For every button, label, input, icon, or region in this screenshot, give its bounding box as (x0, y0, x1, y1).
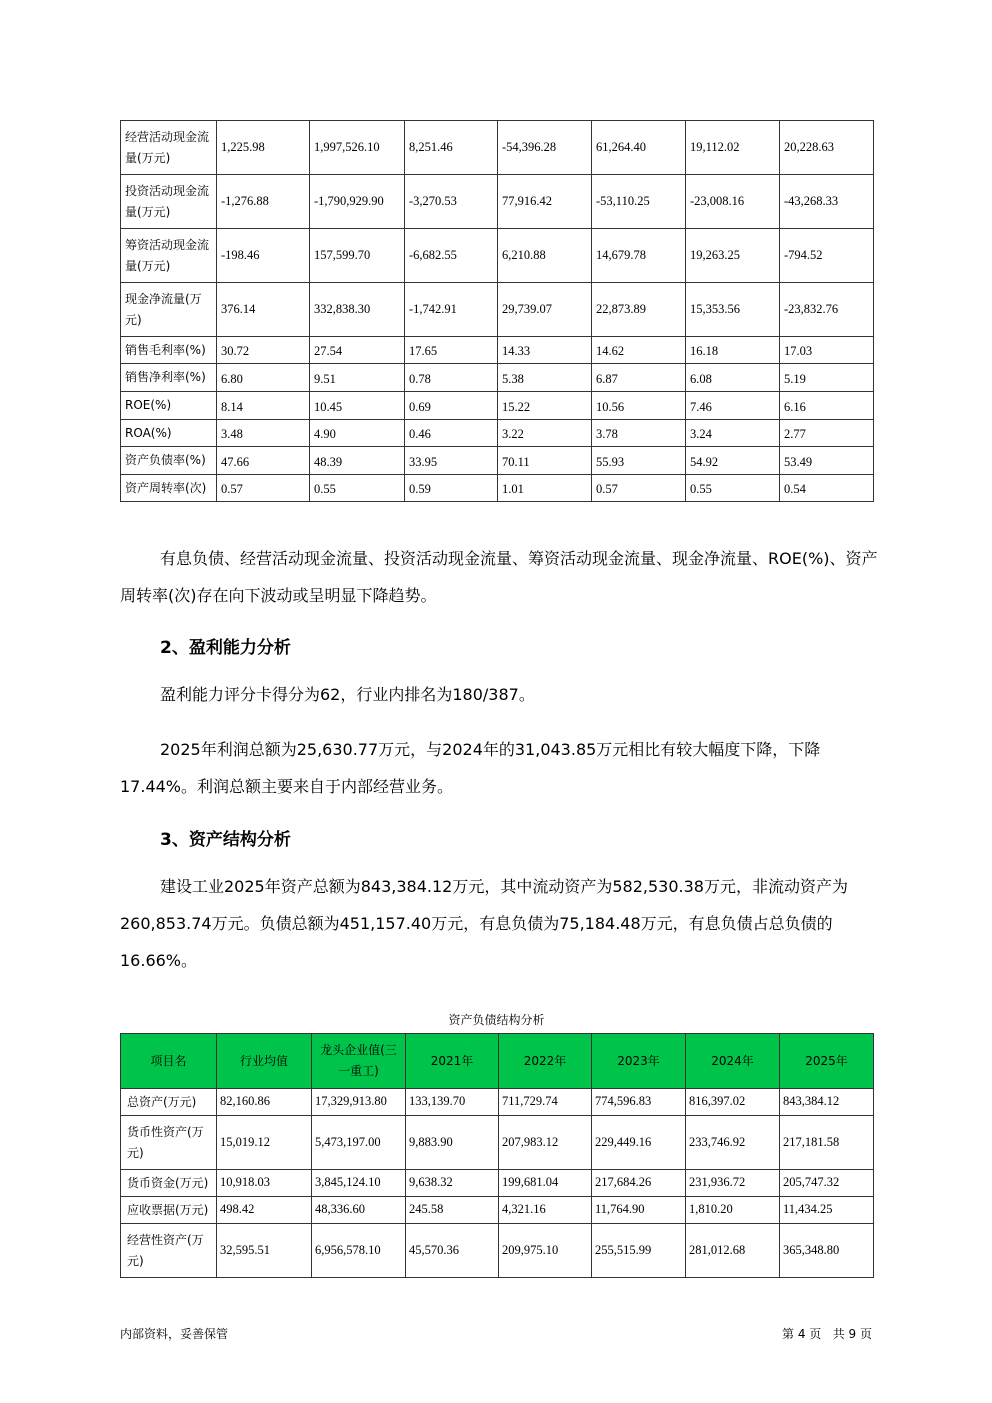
row-label: 货币性资产(万元) (121, 1116, 217, 1170)
table-cell: -198.46 (217, 229, 310, 283)
column-header: 项目名 (121, 1034, 217, 1089)
table-row (121, 1089, 874, 1116)
table-cell: 61,264.40 (592, 121, 686, 175)
table-cell: 133,139.70 (406, 1089, 499, 1116)
table-cell: 9.51 (310, 364, 405, 392)
table-row (121, 447, 874, 475)
table-cell: 0.55 (686, 475, 780, 502)
footer-page-number: 第 4 页 共 9 页 (782, 1327, 872, 1341)
table-cell: 1.01 (498, 475, 592, 502)
table-cell: -794.52 (780, 229, 874, 283)
section-3-heading: 3、资产结构分析 (160, 830, 291, 850)
table-cell: 20,228.63 (780, 121, 874, 175)
table-cell: 11,764.90 (592, 1197, 686, 1224)
table-cell: 6,956,578.10 (312, 1224, 406, 1278)
table-cell: 22,873.89 (592, 283, 686, 337)
table-header-row (121, 1034, 874, 1089)
table-cell: 376.14 (217, 283, 310, 337)
table-cell: 6.80 (217, 364, 310, 392)
row-label: 现金净流量(万元) (121, 283, 217, 337)
table-cell: 1,225.98 (217, 121, 310, 175)
row-label: ROE(%) (121, 392, 217, 420)
row-label: 投资活动现金流量(万元) (121, 175, 217, 229)
table-cell: 14.62 (592, 337, 686, 364)
table-cell: 9,883.90 (406, 1116, 499, 1170)
table-cell: 0.57 (217, 475, 310, 502)
column-header: 2021年 (406, 1034, 499, 1089)
table-cell: 70.11 (498, 447, 592, 475)
footer-confidential: 内部资料，妥善保管 (120, 1327, 229, 1341)
table-cell: 3.22 (498, 420, 592, 447)
table-cell: 15,353.56 (686, 283, 780, 337)
table-cell: 281,012.68 (686, 1224, 780, 1278)
asset-structure-paragraph: 建设工业2025年资产总额为843,384.12万元，其中流动资产为582,530.38万元，非流动资产为260,853.74万元。负债总额为451,157.40万元，有息负债为75,184.48万元，有息负债占总负债的16.66%。 (120, 877, 848, 970)
table-row (121, 121, 874, 175)
table-cell: -6,682.55 (405, 229, 498, 283)
row-label: 经营活动现金流量(万元) (121, 121, 217, 175)
table-cell: 0.55 (310, 475, 405, 502)
row-label: 货币资金(万元) (121, 1170, 217, 1197)
table-cell: 6,210.88 (498, 229, 592, 283)
table-cell: -54,396.28 (498, 121, 592, 175)
row-label: 资产负债率(%) (121, 447, 217, 475)
table-cell: 2.77 (780, 420, 874, 447)
asset-liability-structure-table (120, 1033, 874, 1278)
row-label: 销售毛利率(%) (121, 337, 217, 364)
table-cell: 245.58 (406, 1197, 499, 1224)
table-cell: -43,268.33 (780, 175, 874, 229)
table-cell: -23,832.76 (780, 283, 874, 337)
table-cell: 10.45 (310, 392, 405, 420)
table-cell: 32,595.51 (217, 1224, 312, 1278)
table-cell: 157,599.70 (310, 229, 405, 283)
profit-total-paragraph: 2025年利润总额为25,630.77万元，与2024年的31,043.85万元相比有较大幅度下降，下降17.44%。利润总额主要来自于内部经营业务。 (120, 740, 821, 796)
column-header: 2024年 (686, 1034, 780, 1089)
table-row (121, 1116, 874, 1170)
table-cell: 5,473,197.00 (312, 1116, 406, 1170)
table-cell: 3.24 (686, 420, 780, 447)
table-cell: 0.69 (405, 392, 498, 420)
profitability-score-paragraph: 盈利能力评分卡得分为62，行业内排名为180/387。 (160, 685, 535, 704)
table-cell: 207,983.12 (499, 1116, 592, 1170)
table-cell: 711,729.74 (499, 1089, 592, 1116)
table-cell: 10,918.03 (217, 1170, 312, 1197)
table-cell: 0.57 (592, 475, 686, 502)
table-cell: 3.78 (592, 420, 686, 447)
table-cell: 6.16 (780, 392, 874, 420)
table-cell: 843,384.12 (780, 1089, 874, 1116)
table-cell: 14.33 (498, 337, 592, 364)
table-cell: 53.49 (780, 447, 874, 475)
table-cell: 217,684.26 (592, 1170, 686, 1197)
column-header: 行业均值 (217, 1034, 312, 1089)
table-cell: 5.38 (498, 364, 592, 392)
table-cell: -1,276.88 (217, 175, 310, 229)
table-row (121, 175, 874, 229)
table-cell: 6.08 (686, 364, 780, 392)
table-cell: 19,112.02 (686, 121, 780, 175)
section-2-heading: 2、盈利能力分析 (160, 638, 291, 658)
table-cell: 15,019.12 (217, 1116, 312, 1170)
table-cell: -3,270.53 (405, 175, 498, 229)
table-cell: 332,838.30 (310, 283, 405, 337)
table-cell: 231,936.72 (686, 1170, 780, 1197)
table-cell: 55.93 (592, 447, 686, 475)
table-cell: 17.65 (405, 337, 498, 364)
table-row (121, 475, 874, 502)
row-label: ROA(%) (121, 420, 217, 447)
table-cell: 45,570.36 (406, 1224, 499, 1278)
table-row (121, 1170, 874, 1197)
table-cell: 47.66 (217, 447, 310, 475)
table-row (121, 1224, 874, 1278)
table-row (121, 364, 874, 392)
row-label: 资产周转率(次) (121, 475, 217, 502)
table-cell: -53,110.25 (592, 175, 686, 229)
table-cell: 10.56 (592, 392, 686, 420)
table-cell: 8.14 (217, 392, 310, 420)
row-label: 总资产(万元) (121, 1089, 217, 1116)
table-cell: 48,336.60 (312, 1197, 406, 1224)
table-cell: 5.19 (780, 364, 874, 392)
row-label: 筹资活动现金流量(万元) (121, 229, 217, 283)
table-cell: 30.72 (217, 337, 310, 364)
trend-paragraph: 有息负债、经营活动现金流量、投资活动现金流量、筹资活动现金流量、现金净流量、ROE(%)、资产周转率(次)存在向下波动或呈明显下降趋势。 (120, 549, 878, 605)
table-cell: 233,746.92 (686, 1116, 780, 1170)
table-cell: 0.46 (405, 420, 498, 447)
table-cell: 16.18 (686, 337, 780, 364)
table-cell: 217,181.58 (780, 1116, 874, 1170)
table-cell: 82,160.86 (217, 1089, 312, 1116)
table-cell: 17,329,913.80 (312, 1089, 406, 1116)
table-cell: 4.90 (310, 420, 405, 447)
table-cell: 1,997,526.10 (310, 121, 405, 175)
row-label: 应收票据(万元) (121, 1197, 217, 1224)
table-cell: 199,681.04 (499, 1170, 592, 1197)
table-cell: 816,397.02 (686, 1089, 780, 1116)
table-row (121, 229, 874, 283)
table-cell: 15.22 (498, 392, 592, 420)
row-label: 经营性资产(万元) (121, 1224, 217, 1278)
table-cell: 365,348.80 (780, 1224, 874, 1278)
table-cell: 255,515.99 (592, 1224, 686, 1278)
table-cell: 209,975.10 (499, 1224, 592, 1278)
table-cell: 19,263.25 (686, 229, 780, 283)
table-cell: -23,008.16 (686, 175, 780, 229)
table-cell: 27.54 (310, 337, 405, 364)
financial-indicators-table (120, 120, 874, 502)
table-cell: 4,321.16 (499, 1197, 592, 1224)
table-cell: -1,790,929.90 (310, 175, 405, 229)
table-cell: 0.59 (405, 475, 498, 502)
table-cell: 3,845,124.10 (312, 1170, 406, 1197)
table-cell: 17.03 (780, 337, 874, 364)
table-cell: 29,739.07 (498, 283, 592, 337)
table-row (121, 337, 874, 364)
table-cell: 3.48 (217, 420, 310, 447)
table-row (121, 420, 874, 447)
table-cell: 8,251.46 (405, 121, 498, 175)
table-cell: 9,638.32 (406, 1170, 499, 1197)
table-cell: 205,747.32 (780, 1170, 874, 1197)
table-cell: 33.95 (405, 447, 498, 475)
table-cell: 11,434.25 (780, 1197, 874, 1224)
table-cell: 14,679.78 (592, 229, 686, 283)
column-header: 2023年 (592, 1034, 686, 1089)
table-cell: 498.42 (217, 1197, 312, 1224)
table-cell: 7.46 (686, 392, 780, 420)
table-row (121, 1197, 874, 1224)
table-cell: 0.78 (405, 364, 498, 392)
column-header: 2025年 (780, 1034, 874, 1089)
table-cell: 774,596.83 (592, 1089, 686, 1116)
table-cell: 0.54 (780, 475, 874, 502)
column-header: 2022年 (499, 1034, 592, 1089)
table-cell: 54.92 (686, 447, 780, 475)
table-cell: 48.39 (310, 447, 405, 475)
table-cell: 77,916.42 (498, 175, 592, 229)
row-label: 销售净利率(%) (121, 364, 217, 392)
table-row (121, 283, 874, 337)
table-row (121, 392, 874, 420)
table-cell: 1,810.20 (686, 1197, 780, 1224)
table-cell: -1,742.91 (405, 283, 498, 337)
table-cell: 229,449.16 (592, 1116, 686, 1170)
table-cell: 6.87 (592, 364, 686, 392)
table-caption: 资产负债结构分析 (448, 1013, 545, 1027)
column-header: 龙头企业值(三一重工) (312, 1034, 406, 1089)
